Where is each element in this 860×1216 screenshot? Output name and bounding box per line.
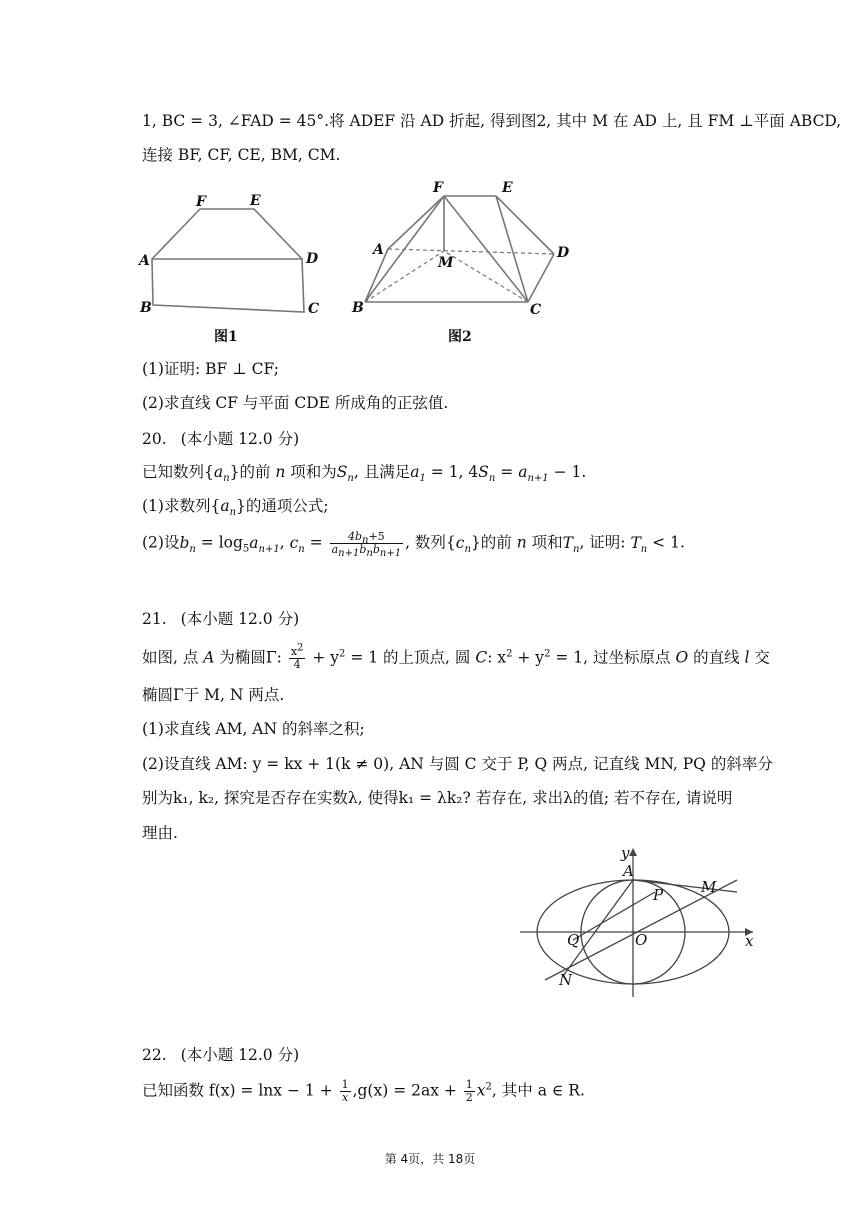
q20-part1: (1)求数列$\{a_n\}$的通项公式; xyxy=(142,497,329,519)
fig1-label-E: E xyxy=(250,193,261,209)
fig2-label-A: A xyxy=(373,242,384,258)
fig2-label-F: F xyxy=(433,180,443,196)
fig2-label-M: M xyxy=(438,255,454,271)
figure-ellipse-circle xyxy=(515,842,765,1002)
q19-intro-line1: 1, BC = 3, ∠FAD = 45°.将 ADEF 沿 AD 折起, 得到图2, 其中 M 在 AD 上, 且 FM ⊥平面 ABCD, xyxy=(142,112,842,130)
q21-part2-line1: (2)设直线 AM: y = kx + 1(k ≠ 0), AN 与圆 C 交于 P, Q 两点, 记直线 MN, PQ 的斜率分 xyxy=(142,755,773,773)
fig3-label-P: P xyxy=(653,886,664,904)
fig1-caption: 图1 xyxy=(214,329,238,345)
fig3-label-A: A xyxy=(623,862,634,880)
line-AM xyxy=(633,880,737,892)
fig1-label-A: A xyxy=(139,253,150,269)
fig2-label-C: C xyxy=(530,302,542,318)
q20-number: 20. xyxy=(142,430,167,448)
fig1-label-B: B xyxy=(140,300,152,316)
q21-line2: 椭圆Γ于 M, N 两点. xyxy=(142,686,285,704)
figure-1 xyxy=(152,209,304,312)
fig3-label-y: y xyxy=(621,844,630,862)
fig1-label-D: D xyxy=(306,251,319,267)
fig2-label-E: E xyxy=(502,180,513,196)
q20-part2: (2)设$b_n = \log_5a_{n+1}$, $c_n$ = $\frac{4b_n+5}{a_{n+1}b_nb_{n+1}}$ , 数列$\{c_n\}$的前 n 项和$T_n$, 证明: $T_n < 1$. xyxy=(142,530,685,560)
q20-stem: 已知数列$\{a_n\}$的前 n 项和为$S_n$, 且满足$a_1 = 1$, $4S_n = a_{n+1} - 1$. xyxy=(142,463,587,485)
q22-stem: 已知函数 f(x) = lnx − 1 + $\frac{1}{x}$ ,g(x) = 2ax + $\frac{1}{2}$ $x^2$, 其中 a ∈ R. xyxy=(142,1078,585,1104)
q20-fraction: $\frac{4b_n+5}{a_{n+1}b_nb_{n+1}}$ xyxy=(331,530,402,560)
q21-score: (本小题 12.0 分) xyxy=(180,610,300,628)
fig1-label-C: C xyxy=(308,301,320,317)
q21-header xyxy=(142,607,299,629)
q21-part2-line2: 别为k₁, k₂, 探究是否存在实数λ, 使得k₁ = λk₂? 若存在, 求出λ的值; 若不存在, 请说明 xyxy=(142,789,733,807)
q22-number: 22. xyxy=(142,1046,167,1064)
fig3-label-N: N xyxy=(559,971,573,989)
q21-line1: 如图, 点 A 为椭圆Γ: $\frac{x^2}{4}$ + $y^2 = 1$ 的上顶点, 圆 C: $x^2 + y^2 = 1$, 过坐标原点 O 的直线 l 交 xyxy=(142,642,770,671)
q21-number: 21. xyxy=(142,610,167,628)
figure-1-and-2 xyxy=(130,172,590,352)
q21-part1: (1)求直线 AM, AN 的斜率之积; xyxy=(142,720,365,738)
q21-part2-line3: 理由. xyxy=(142,824,178,842)
q19-part1: (1)证明: BF ⊥ CF; xyxy=(142,360,279,378)
fig3-label-Q: Q xyxy=(567,931,580,949)
fig1-label-F: F xyxy=(196,194,206,210)
q19-part2: (2)求直线 CF 与平面 CDE 所成角的正弦值. xyxy=(142,394,449,412)
fig3-label-x: x xyxy=(745,932,754,950)
q19-intro-line2: 连接 BF, CF, CE, BM, CM. xyxy=(142,146,341,164)
fig2-caption: 图2 xyxy=(448,329,472,345)
fig2-label-B: B xyxy=(352,300,364,316)
figure-2 xyxy=(365,196,554,302)
page-footer: 第 4页，共 18页 xyxy=(384,1152,476,1166)
q20-score: (本小题 12.0 分) xyxy=(180,430,300,448)
q20-header xyxy=(142,427,299,449)
q22-header xyxy=(142,1043,299,1065)
fig3-label-M: M xyxy=(701,878,717,896)
q22-score: (本小题 12.0 分) xyxy=(180,1046,300,1064)
fig2-label-D: D xyxy=(557,245,570,261)
fig3-label-O: O xyxy=(635,931,648,949)
